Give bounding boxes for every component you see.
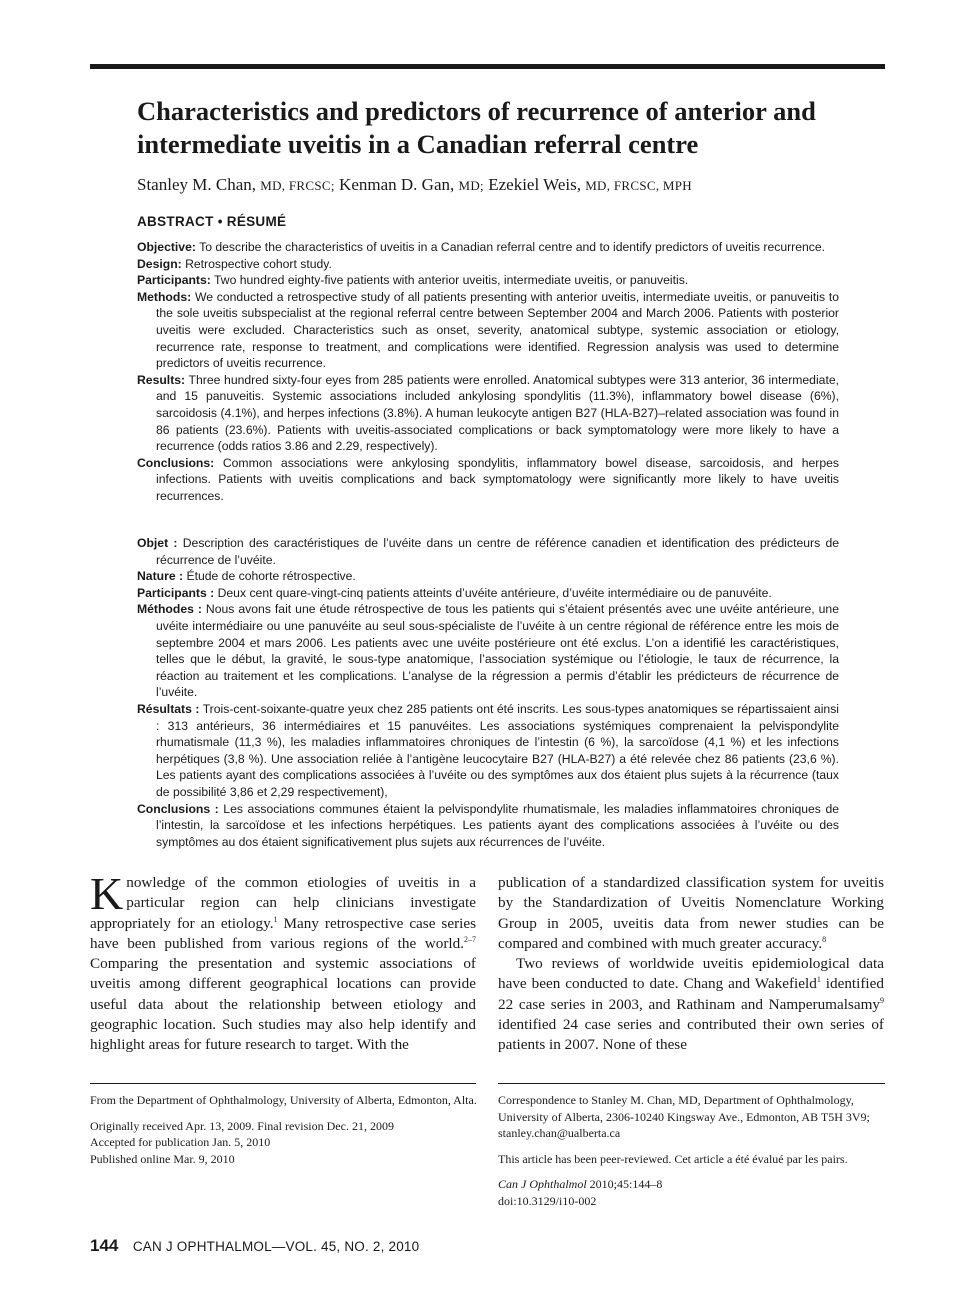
received-date: Originally received Apr. 13, 2009. Final revision Dec. 21, 2009 xyxy=(90,1118,394,1133)
citation-note xyxy=(498,1176,888,1209)
section-text: Trois-cent-soixante-quatre yeux chez 285 patients ont été inscrits. Les sous-types anatomiques se répartissaient ainsi : 313 antérieurs, 36 intermédiaires et 15 panuvéites. Les associations systémiques comprenaient la pelvispondylite rhumatismale (11,3 %), les maladies inflammatoires chroniques de l’intestin (6 %), la sarcoïdose (4,1 %) et les infections herpétiques (3,8 %). Une association reliée à l’antigène leucocytaire B27 (HLA-B27) a été relevée chez 86 patients (23,6 %). Les patients ayant des complications associées à l’uvéite ou des symptômes aux dos étaient plus sujets à la récurrence (taux de possibilité 3,86 et 2,29 respectivement), xyxy=(156,701,839,799)
section-text: Étude de cohorte rétrospective. xyxy=(183,569,356,584)
author-name: Kenman D. Gan, xyxy=(339,175,455,194)
section-text: Three hundred sixty-four eyes from 285 patients were enrolled. Anatomical subtypes were 313 anterior, 36 intermediate, and 15 panuveitis. Systemic associations included ankylosing spondylitis (11.3%), inflammatory bowel disease (6%), sarcoidosis (4.1%), and herpes infections (3.8%). A human leukocyte antigen B27 (HLA-B27)–related association was found in 86 patients (23.6%). Patients with uveitis-associated complications or back symptomatology were more likely to have a recurrence (odds ratios 3.86 and 2.29, respectively). xyxy=(156,372,839,454)
section-label: Methods: xyxy=(137,289,192,304)
author-degrees: MD, FRCSC, MPH xyxy=(585,178,693,193)
body-text: nowledge of the common etiologies of uveitis in a particular region can help clinicians investigate appropriately for an etiology. xyxy=(90,874,476,932)
correspondence-note: Correspondence to Stanley M. Chan, MD, Department of Ophthalmology, University of Alberta, 2306-10240 Kingsway Ave., Edmonton, AB T5H 3V9; stanley.chan@ualberta.ca xyxy=(498,1093,870,1141)
body-column-right xyxy=(498,873,884,1056)
reference-marker[interactable]: 8 xyxy=(822,934,827,944)
section-text: Nous avons fait une étude rétrospective de tous les patients qui s’étaient présentés avec une uvéite antérieure, une uvéite intermédiaire ou une panuvéite au seul sous-spécialiste de l’uvéite à un centre régional de référence entre les mois de septembre 2004 et mars 2006. Les patients avec une uvéite postérieure ont été exclus. L’on a identifié les caractéristiques, telles que le début, la gravité, le sous-type anatomique, l’association systémique ou l’étiologie, le taux de récurrence, la réaction au traitement et les complications. L’analyse de la régression a permis d’établir les prédicteurs de récurrence de l’uvéite. xyxy=(156,602,839,700)
author-name: Ezekiel Weis, xyxy=(488,175,581,194)
body-text: publication of a standardized classification system for uveitis by the Standardization of Uveitis Nomenclature Working Group in 2005, uveitis data from newer studies can be compared and combined with much greater accuracy. xyxy=(498,874,884,952)
footnotes-right xyxy=(498,1092,888,1219)
section-text: Common associations were ankylosing spondylitis, inflammatory bowel disease, sarcoidosis, and herpes infections. Patients with uveitis complications and back symptomatology were significantly more likely to have uveitis recurrences. xyxy=(156,455,839,503)
section-text: We conducted a retrospective study of all patients presenting with anterior uveitis, intermediate uveitis, or panuveitis to the sole uveitis subspecialist at the regional referral centre between September 2004 and March 2006. Patients with posterior uveitis were excluded. Characteristics such as onset, severity, anatomical subtype, systemic association or etiology, recurrence rate, response to treatment, and complications were identified. Regression analysis was used to determine predictors of uveitis recurrence. xyxy=(156,289,839,371)
abstract-french xyxy=(137,535,839,850)
section-label: Participants : xyxy=(137,585,215,600)
footnote-rule xyxy=(498,1083,885,1084)
citation-volume: 2010;45:144–8 xyxy=(586,1177,663,1192)
body-paragraph xyxy=(498,873,884,954)
resume-objet xyxy=(137,535,839,568)
section-text: Two hundred eighty-five patients with anterior uveitis, intermediate uveitis, or panuveitis. xyxy=(210,273,689,288)
abstract-conclusions xyxy=(137,455,839,505)
doi-link[interactable]: doi:10.3129/i10-002 xyxy=(498,1193,597,1208)
body-column-left xyxy=(90,868,477,1056)
accepted-date: Accepted for publication Jan. 5, 2010 xyxy=(90,1135,271,1150)
resume-conclusions xyxy=(137,801,839,851)
section-text: Retrospective cohort study. xyxy=(181,256,332,271)
section-label: Nature : xyxy=(137,569,184,584)
section-label: Design: xyxy=(137,256,182,271)
abstract-english xyxy=(137,239,839,505)
author-name: Stanley M. Chan, xyxy=(137,175,256,194)
resume-resultats xyxy=(137,701,839,801)
peer-review-note: This article has been peer-reviewed. Cet article a été évalué par les pairs. xyxy=(498,1151,848,1166)
published-date: Published online Mar. 9, 2010 xyxy=(90,1151,235,1166)
journal-running-footer: CAN J OPHTHALMOL—VOL. 45, NO. 2, 2010 xyxy=(132,1239,420,1254)
drop-cap: K xyxy=(90,868,124,919)
reference-marker[interactable]: 1 xyxy=(816,975,821,985)
section-label: Objective: xyxy=(137,240,196,254)
body-paragraph xyxy=(498,954,884,1055)
body-text: Many retrospective case series have been published from various regions of the world. xyxy=(90,914,477,952)
section-label: Méthodes : xyxy=(137,602,202,617)
body-text: Comparing the presentation and systemic associations of uveitis among different geographical locations can provide useful data about the relationship between etiology and geographic location. Such studies may also help identify and highlight areas for future research to target. With the xyxy=(90,955,476,1054)
abstract-heading: ABSTRACT • RÉSUMÉ xyxy=(137,214,287,229)
reference-marker[interactable]: 9 xyxy=(880,995,884,1005)
reference-marker[interactable]: 2–7 xyxy=(464,934,476,944)
author-degrees: MD, FRCSC; xyxy=(260,178,335,193)
body-text: Two reviews of worldwide uveitis epidemiological data have been conducted to date. Chang and Wakefield xyxy=(498,955,884,993)
resume-methodes xyxy=(137,601,839,701)
section-text: To describe the characteristics of uveitis in a Canadian referral centre and to identify predictors of uveitis recurrence. xyxy=(195,240,826,254)
history-note xyxy=(90,1118,480,1168)
body-paragraph xyxy=(90,868,477,1056)
author-line xyxy=(137,174,877,197)
abstract-participants xyxy=(137,272,839,289)
body-text: identified 22 case series in 2003, and Rathinam and Namperumalsamy xyxy=(498,975,884,1013)
abstract-objective xyxy=(137,239,839,256)
body-text: identified 24 case series and contributed their own series of patients in 2007. None of these xyxy=(498,1016,884,1054)
abstract-results xyxy=(137,372,839,455)
section-text: Description des caractéristiques de l’uvéite dans un centre de référence canadien et identification des prédicteurs de récurrence de l’uvéite. xyxy=(156,536,839,567)
footnote-rule xyxy=(90,1083,476,1084)
section-label: Conclusions : xyxy=(137,801,219,816)
reference-marker[interactable]: 1 xyxy=(273,914,278,924)
affiliation-note: From the Department of Ophthalmology, University of Alberta, Edmonton, Alta. xyxy=(90,1093,477,1107)
top-rule xyxy=(90,64,885,69)
section-label: Objet : xyxy=(137,536,178,550)
author-degrees: MD; xyxy=(458,178,484,193)
citation-journal: Can J Ophthalmol xyxy=(498,1177,587,1192)
section-text: Deux cent quare-vingt-cinq patients atteints d’uvéite antérieure, d’uvéite intermédiaire ou de panuvéite. xyxy=(214,585,772,600)
section-label: Résultats : xyxy=(137,701,200,716)
resume-nature xyxy=(137,568,839,585)
resume-participants xyxy=(137,585,839,602)
page-footer xyxy=(90,1236,419,1256)
section-label: Participants: xyxy=(137,273,211,288)
section-text: Les associations communes étaient la pelvispondylite rhumatismale, les maladies inflammatoires chroniques de l’intestin, la sarcoïdose et les infections herpétiques. Les patients ayant des complications associées à l’uvéite ou des symptômes au dos étaient significativement plus sujets aux récurrences de l’uvéite. xyxy=(156,801,839,849)
article-title: Characteristics and predictors of recurrence of anterior and intermediate uveitis in a Canadian referral centre xyxy=(137,96,816,159)
section-label: Results: xyxy=(137,372,186,387)
abstract-methods xyxy=(137,289,839,372)
page-number: 144 xyxy=(90,1236,119,1255)
abstract-design xyxy=(137,256,839,273)
section-label: Conclusions: xyxy=(137,455,215,470)
footnotes-left xyxy=(90,1092,480,1176)
